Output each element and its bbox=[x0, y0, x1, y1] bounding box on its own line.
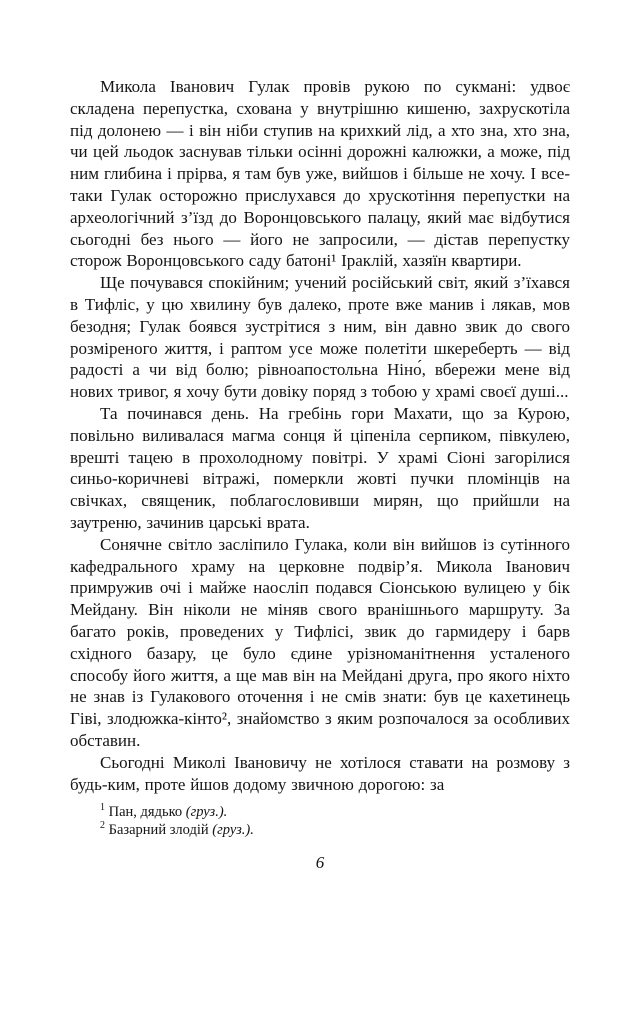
paragraph-4: Сонячне світло засліпило Гулака, коли він вийшов із сутінного кафедрального храму на церковне подвір’я. Микола Іванович примружив очі і майже наосліп подався Сіонською вулицею у бік Мейдану. Він ніколи не міняв свого вранішнього маршруту. За багато років, проведених у Тифлісі, звик до гармидеру і барв східного базару, це було єдине урізноманітнення усталеного способу його життя, а ще мав він на Мейдані друга, про якого ніхто не знав із Гулакового оточення і не смів знати: був це кахетинець Гіві, злодюжка-кінто², знайомство з яким розпочалося за особливих обставин. bbox=[70, 534, 570, 750]
footnote-text: Пан, дядько bbox=[108, 804, 186, 821]
footnote-marker: 2 bbox=[100, 820, 105, 832]
body-text bbox=[70, 76, 570, 795]
footnote-marker: 1 bbox=[100, 802, 105, 814]
paragraph-2: Ще почувався спокійним; учений російський світ, який з’їхався в Тифліс, у цю хвилину був далеко, проте вже манив і лякав, мов безодня; Гулак боявся зустрітися з ним, він давно звик до свого розміреного життя, і раптом усе може полетіти шкереберть — від радості а чи від болю; рівноапостольна Ніно́, вбережи мене від нових тривог, я хочу бути довіку поряд з тобою у храмі своєї душі... bbox=[70, 273, 570, 402]
paragraph-5: Сьогодні Миколі Івановичу не хотілося ставати на розмову з будь-ким, проте йшов додому звичною дорогою: за bbox=[70, 752, 570, 794]
footnote-lang-note: (груз.). bbox=[185, 804, 228, 821]
footnote-lang-note: (груз.). bbox=[212, 822, 254, 839]
footnote-1 bbox=[70, 803, 570, 821]
paragraph-3: Та починався день. На гребінь гори Махати, що за Курою, повільно виливалася магма сонця й ціпеніла серпиком, півкулею, врешті тацею в прохолодному повітрі. У храмі Сіоні загорілися синьо-коричневі вітражі, померкли жовті пучки пломінців на свічках, священик, поблагословивши мирян, що прийшли на заутреню, зачинив царські врата. bbox=[70, 403, 570, 532]
footnote-text: Базарний злодій bbox=[108, 822, 213, 839]
paragraph-1: Микола Іванович Гулак провів рукою по сукмані: удвоє складена перепустка, схована у внутрішню кишеню, захрускотіла під долонею — і він ніби ступив на крихкий лід, а хто зна, хто зна, чи цей льодок заснував тільки осінні дорожні калюжки, а може, під ним глибина і прірва, я там був уже, вийшов і більше не хочу. І все-таки Гулак осторожно прислухався до хрускотіння перепустки на археологічний з’їзд до Воронцовського палацу, який має відбутися сьогодні без нього — його не запросили, — дістав перепустку сторож Воронцовського саду батоні¹ Іраклій, хазяїн квартири. bbox=[70, 77, 570, 271]
page-number: 6 bbox=[315, 853, 325, 873]
footnotes bbox=[70, 803, 570, 839]
footnote-2 bbox=[70, 821, 570, 839]
